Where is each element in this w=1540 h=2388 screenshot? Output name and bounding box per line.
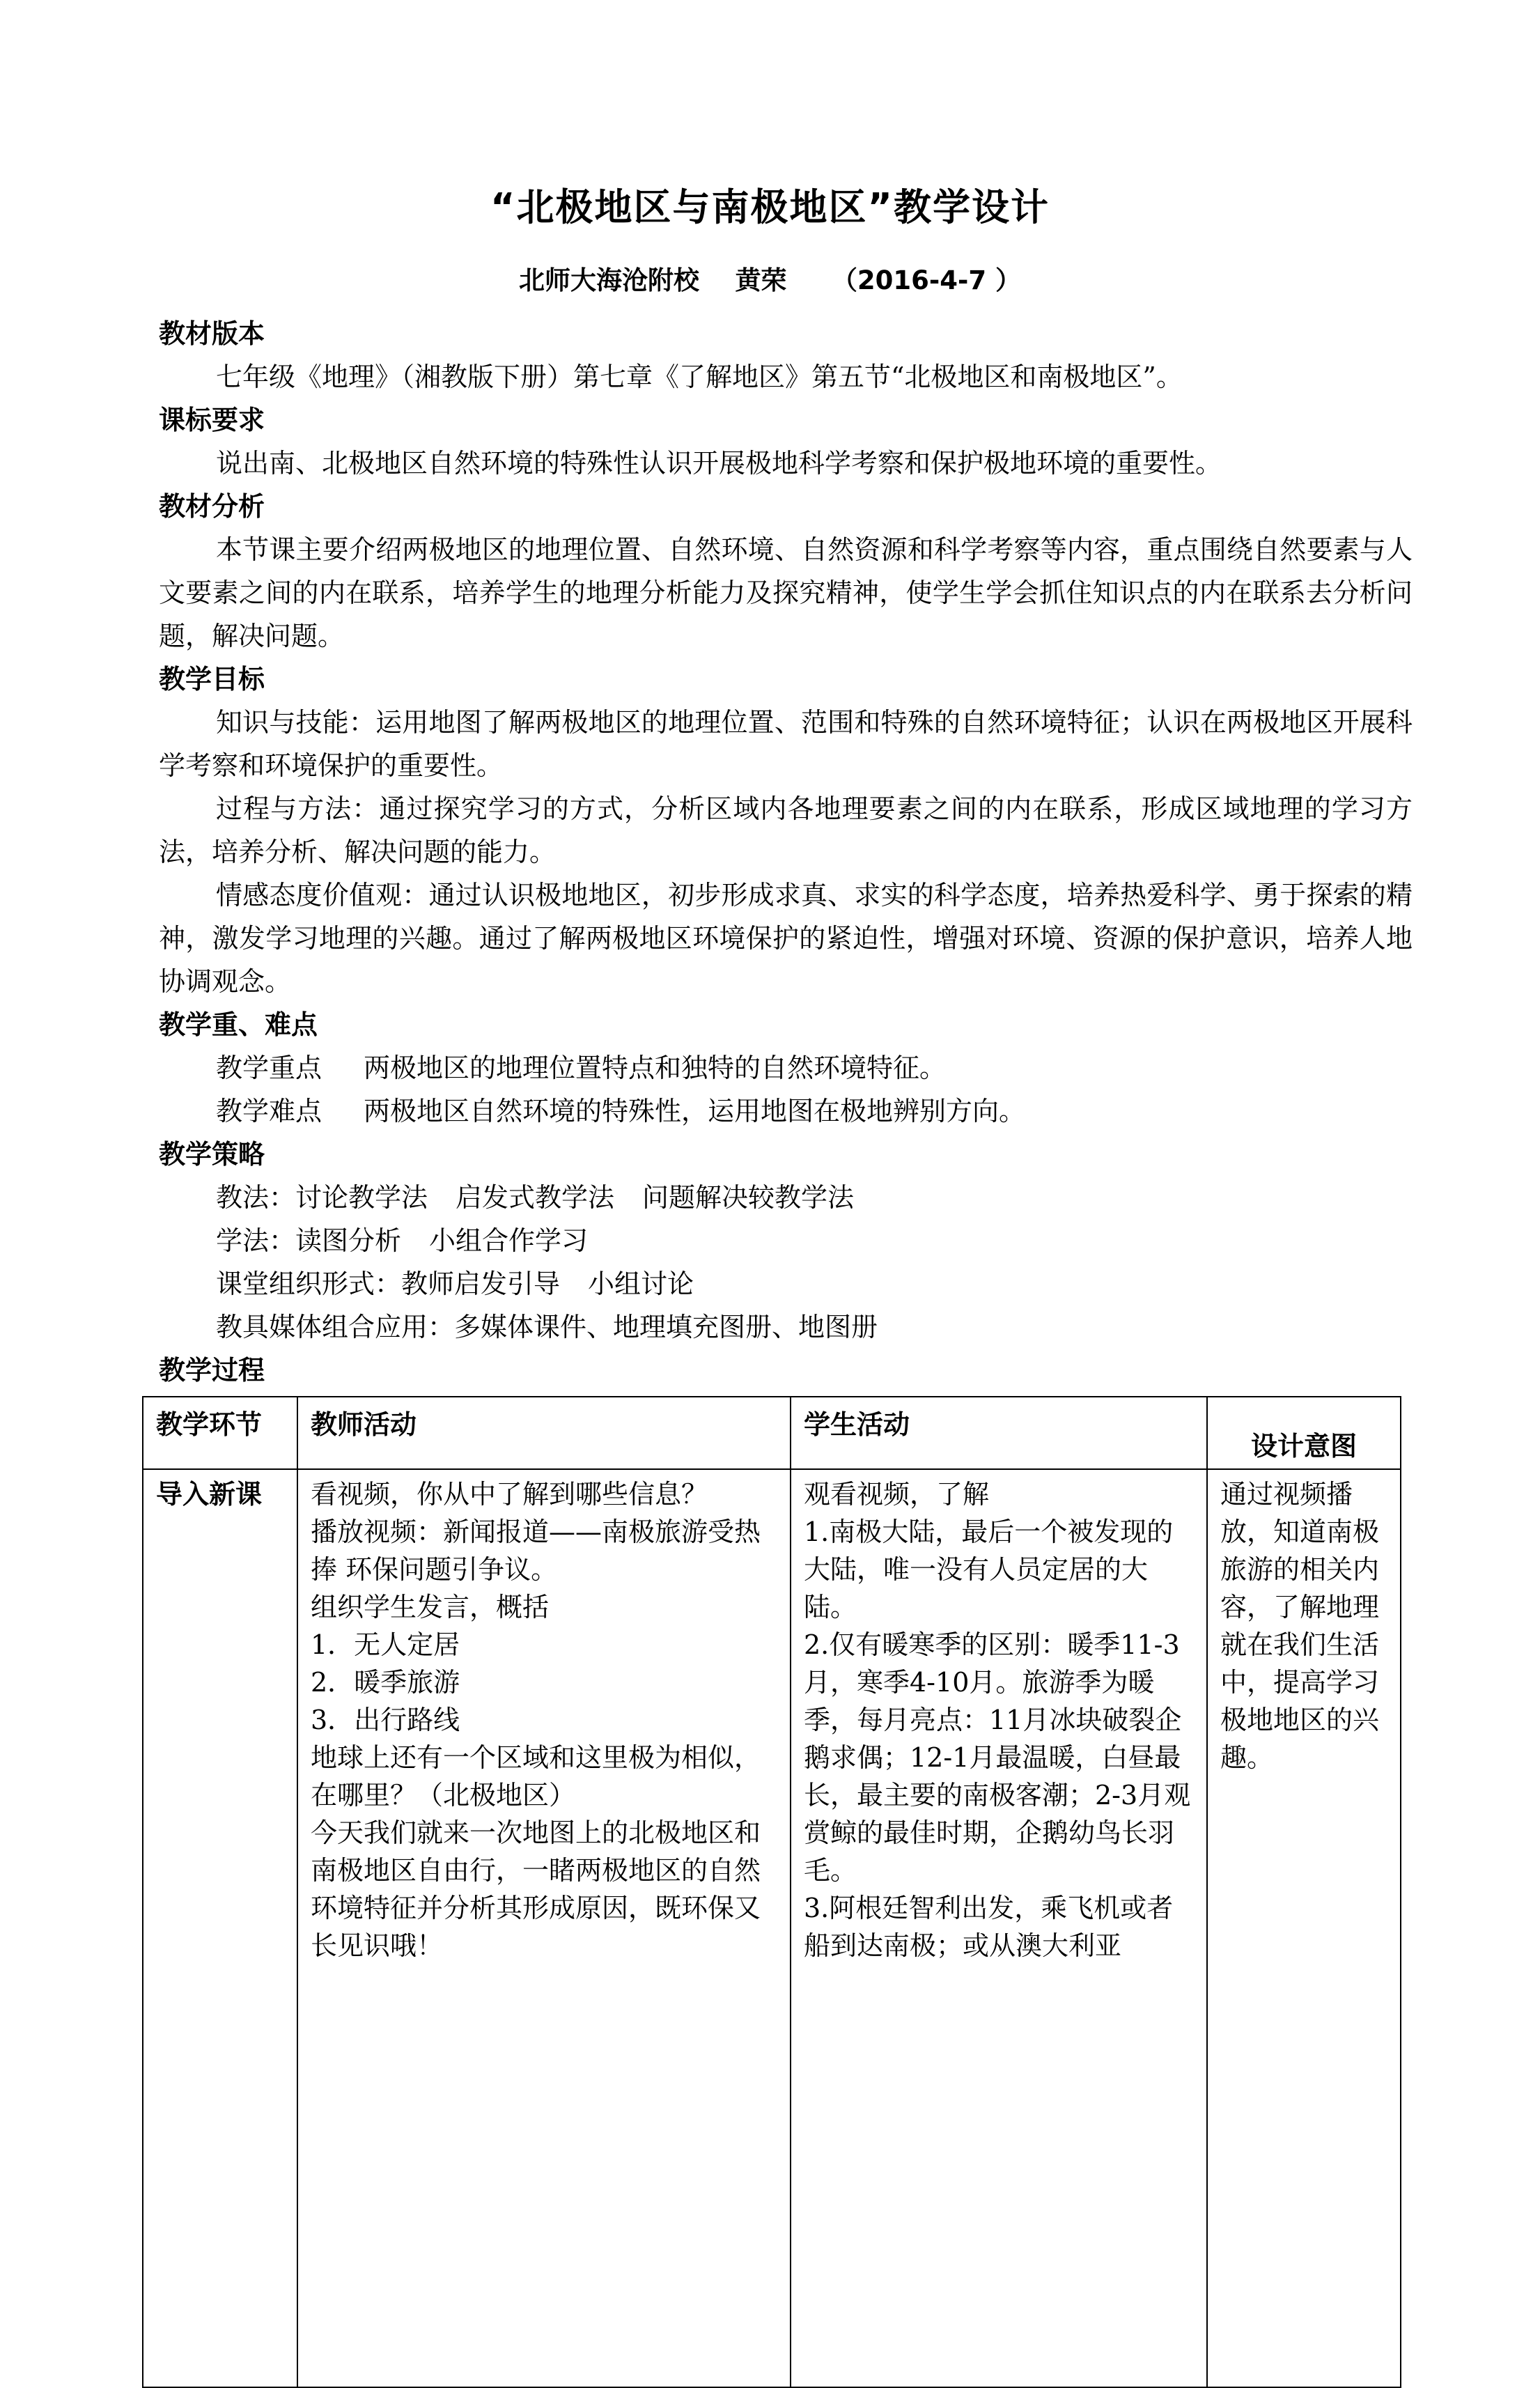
header-teacher: 教师活动 [297,1397,791,1469]
goal-process: 过程与方法：通过探究学习的方式，分析区域内各地理要素之间的内在联系，形成区域地理的学习方法，培养分析、解决问题的能力。 [159,793,1413,867]
intent-text: 通过视频播放，知道南极旅游的相关内容，了解地理就在我们生活中，提高学习极地地区的兴趣。 [1220,1479,1380,1773]
standard-text: 说出南、北极地区自然环境的特殊性认识开展极地科学考察和保护极地环境的重要性。 [216,448,1222,479]
focus-key-text: 两极地区的地理位置特点和独特的自然环境特征。 [364,1053,947,1083]
strategy-media: 教具媒体组合应用：多媒体课件、地理填充图册、地图册 [216,1312,878,1342]
byline-school: 北师大海沧附校 [518,265,699,295]
goal-emotion: 情感态度价值观：通过认识极地地区，初步形成求真、求实的科学态度，培养热爱科学、勇于探索的精神，激发学习地理的兴趣。通过了解两极地区环境保护的紧迫性，增强对环境、资源的保护意识，培养人地协调观念。 [159,880,1413,997]
strategy-teaching-item: 启发式教学法 [456,1182,615,1213]
teaching-process-table [142,1396,1401,2388]
header-intent: 设计意图 [1207,1397,1401,1469]
student-line: 1.南极大陆，最后一个被发现的大陆，唯一没有人员定居的大陆。 [804,1517,1174,1622]
teacher-line: 地球上还有一个区域和这里极为相似，在哪里？（北极地区） [311,1742,761,1811]
teacher-line: 组织学生发言，概括 [311,1592,550,1622]
strategy-class [159,1262,1413,1305]
teacher-line: 3．出行路线 [311,1705,460,1735]
byline-date: （2016-4-7 ） [831,265,1021,295]
focus-key [159,1046,1413,1090]
strategy-teaching-item: 讨论教学法 [295,1182,428,1213]
heading-analysis: 教材分析 [159,491,265,522]
student-line: 3.阿根廷智利出发，乘飞机或者船到达南极；或从澳大利亚 [804,1893,1174,1961]
strategy-class-label: 课堂组织形式： [216,1269,402,1299]
document-title: “北极地区与南极地区”教学设计 [490,185,1050,229]
heading-edition: 教材版本 [159,318,265,349]
teacher-line: 1．无人定居 [311,1629,460,1660]
teacher-line: 2．暖季旅游 [311,1667,460,1698]
row-stage: 导入新课 [143,1469,297,2387]
strategy-learning-label: 学法： [216,1225,296,1256]
byline [0,259,1540,297]
row-student [791,1469,1207,2387]
row-teacher [297,1469,791,2387]
strategy-learning [159,1219,1413,1262]
edition-text: 七年级《地理》（湘教版下册）第七章《了解地区》第五节“北极地区和南极地区”。 [216,362,1183,392]
header-student: 学生活动 [791,1397,1207,1469]
document-body [159,312,1413,1392]
strategy-class-item: 小组讨论 [588,1269,694,1299]
strategy-teaching [159,1176,1413,1219]
table-row [143,1469,1401,2387]
row-intent [1207,1469,1401,2387]
goal-knowledge: 知识与技能：运用地图了解两极地区的地理位置、范围和特殊的自然环境特征；认识在两极地区开展科学考察和环境保护的重要性。 [159,707,1413,781]
focus-difficult [159,1090,1413,1133]
strategy-teaching-label: 教法： [216,1182,296,1213]
table-header-row [143,1397,1401,1469]
heading-process: 教学过程 [159,1355,265,1386]
heading-focus: 教学重、难点 [159,1009,318,1040]
byline-author: 黄荣 [735,265,787,295]
teacher-line: 看视频，你从中了解到哪些信息？ [311,1479,708,1510]
focus-key-label: 教学重点 [216,1053,322,1083]
student-line: 2.仅有暖寒季的区别：暖季11-3月，寒季4-10月。旅游季为暖季，每月亮点：11月冰块破裂企鹅求偶；12-1月最温暖，白昼最长，最主要的南极客潮；2-3月观赏鲸的最佳时期，企鹅幼鸟长羽毛。 [804,1629,1191,1886]
focus-difficult-label: 教学难点 [216,1096,322,1126]
strategy-class-item: 教师启发引导 [401,1269,561,1299]
heading-strategy: 教学策略 [159,1139,265,1170]
analysis-text: 本节课主要介绍两极地区的地理位置、自然环境、自然资源和科学考察等内容，重点围绕自然要素与人文要素之间的内在联系，培养学生的地理分析能力及探究精神，使学生学会抓住知识点的内在联系去分析问题，解决问题。 [159,534,1413,651]
teacher-line: 今天我们就来一次地图上的北极地区和南极地区自由行，一睹两极地区的自然环境特征并分析其形成原因，既环保又长见识哦！ [311,1817,761,1961]
header-stage: 教学环节 [143,1397,297,1469]
teacher-line: 播放视频：新闻报道——南极旅游受热捧 环保问题引争议。 [311,1517,761,1585]
strategy-learning-item: 小组合作学习 [429,1225,589,1256]
heading-standard: 课标要求 [159,405,265,435]
heading-goals: 教学目标 [159,664,265,695]
focus-difficult-text: 两极地区自然环境的特殊性，运用地图在极地辨别方向。 [364,1096,1026,1126]
strategy-teaching-item: 问题解决较教学法 [642,1182,855,1213]
student-line: 观看视频，了解 [804,1479,990,1510]
strategy-learning-item: 读图分析 [295,1225,402,1256]
